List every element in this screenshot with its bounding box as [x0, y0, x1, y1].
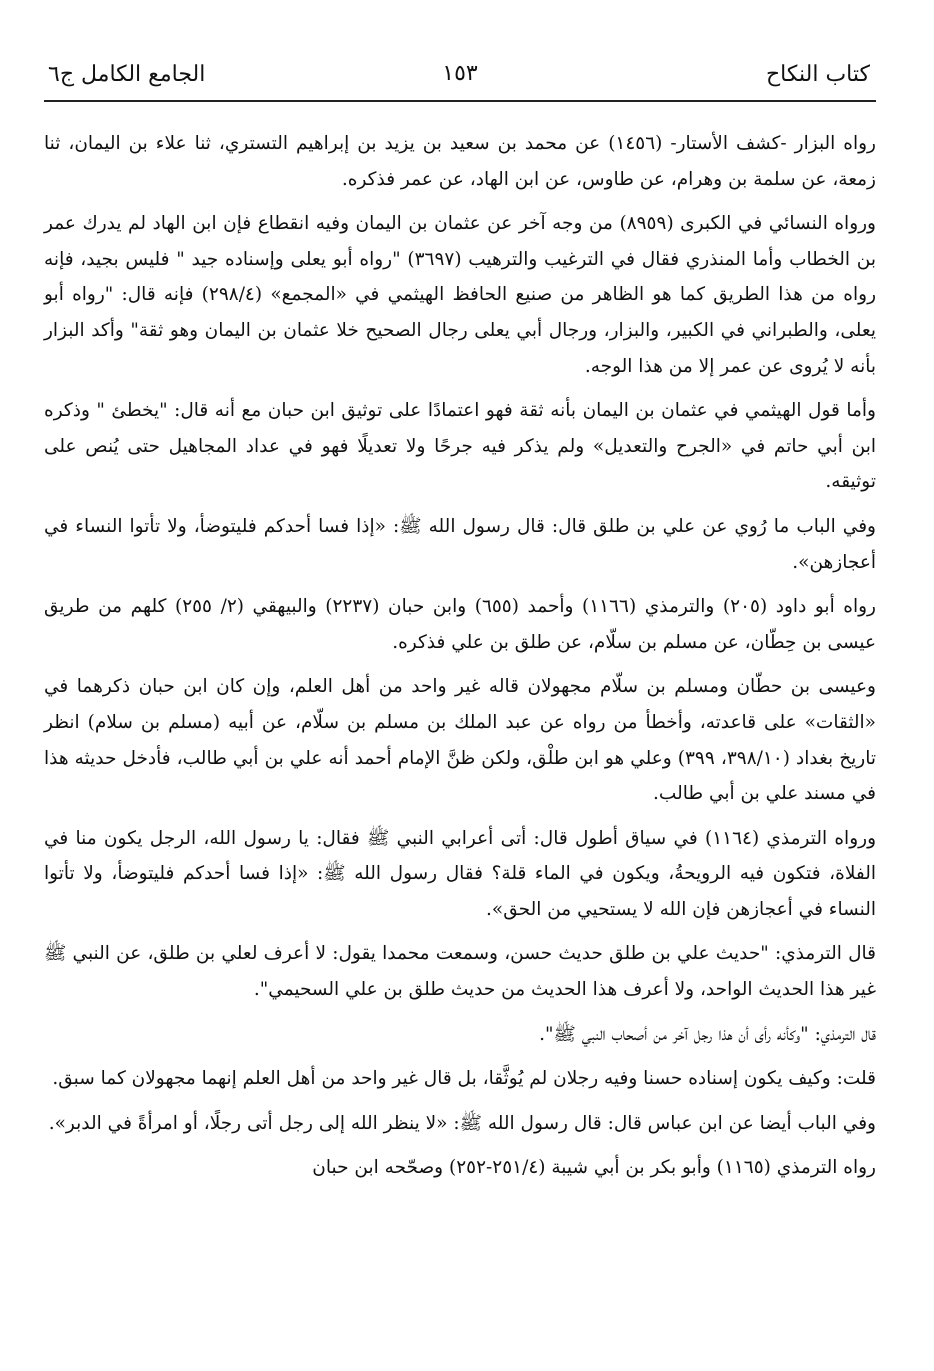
page-body [44, 126, 876, 1186]
paragraph: وعيسى بن حطّان ومسلم بن سلّام مجهولان قاله غير واحد من أهل العلم، وإن كان ابن حبان ذكرهما في «الثقات» على قاعدته، وأخطأ من رواه عن عبد الملك بن مسلم بن سلّام، عن أبيه (مسلم بن سلام) انظر تاريخ بغداد (٣٩٨/١٠، ٣٩٩) وعلي هو ابن طلْق، ولكن ظنَّ الإمام أحمد أنه علي بن أبي طالب، فأدخل حديثه هذا في مسند علي بن أبي طالب. [44, 676, 877, 805]
paragraph: وفي الباب ما رُوي عن علي بن طلق قال: قال رسول الله ﷺ: «إذا فسا أحدكم فليتوضأ، ولا تأتوا النساء في أعجازهن». [44, 515, 876, 573]
paragraph: رواه الترمذي (١١٦٥) وأبو بكر بن أبي شيبة (٢٥١/٤-٢٥٢) وصحّحه ابن حبان [312, 1157, 876, 1179]
paragraph: ورواه الترمذي (١١٦٤) في سياق أطول قال: أتى أعرابي النبي ﷺ فقال: يا رسول الله، الرجل يكون منا في الفلاة، فتكون فيه الرويحةُ، ويكون في الماء قلة؟ فقال رسول الله ﷺ: «إذا فسا أحدكم فليتوضأ، ولا تأتوا النساء في أعجازهن فإن الله لا يستحيي من الحق». [44, 827, 877, 920]
page-number: ١٥٣ [442, 61, 478, 86]
paragraph: قلت: وكيف يكون إسناده حسنا وفيه رجلان لم يُوثَّقا، بل قال غير واحد من أهل العلم إنهما مجهولان كما سبق. [52, 1068, 876, 1090]
volume-title: الجامع الكامل ج٦ [48, 62, 206, 87]
book-page [44, 54, 876, 1361]
paragraph: ورواه النسائي في الكبرى (٨٩٥٩) من وجه آخر عن عثمان بن اليمان وفيه انقطاع فإن ابن الهاد لم يدرك عمر بن الخطاب وأما المنذري فقال في الترغيب والترهيب (٣٦٩٧) "رواه أبو يعلى وإسناده جيد " فليس بجيد، فإنه رواه من هذا الطريق كما هو الظاهر من صنيع الحافظ الهيثمي في «المجمع» (٢٩٨/٤) فإنه قال: "رواه أبو يعلى، والطبراني في الكبير، والبزار، ورجال أبي يعلى رجال الصحيح خلا عثمان بن اليمان وهو ثقة" وأكد البزار بأنه لا يُروى عن عمر إلا من هذا الوجه. [44, 213, 876, 377]
paragraph: رواه أبو داود (٢٠٥) والترمذي (١١٦٦) وأحمد (٦٥٥) وابن حبان (٢٢٣٧) والبيهقي (٢/ ٢٥٥) كلهم من طريق عيسى بن حِطّان، عن مسلم بن سلّام، عن طلق بن علي فذكره. [44, 596, 876, 653]
paragraph: قال الترمذي: "حديث علي بن طلق حديث حسن، وسمعت محمدا يقول: لا أعرف لعلي بن طلق، عن النبي ﷺ غير هذا الحديث الواحد، ولا أعرف هذا الحديث من حديث طلق بن علي السحيمي". [44, 943, 876, 1001]
paragraph: وأما قول الهيثمي في عثمان بن اليمان بأنه ثقة فهو اعتمادًا على توثيق ابن حبان مع أنه قال: "يخطئ " وذكره ابن أبي حاتم في «الجرح والتعديل» ولم يذكر فيه جرحًا ولا تعديلًا فهو في عداد المجاهيل حتى يُنص على توثيقه. [44, 400, 876, 493]
paragraph: قال الترمذي: "وكأنه رأى أن هذا رجل آخر من أصحاب النبي ﷺ". [539, 1023, 876, 1045]
book-title: كتاب النكاح [765, 62, 870, 87]
paragraph: وفي الباب أيضا عن ابن عباس قال: قال رسول الله ﷺ: «لا ينظر الله إلى رجل أتى رجلًا، أو امرأةً في الدبر». [48, 1112, 876, 1134]
running-header [44, 54, 876, 102]
paragraph: رواه البزار -كشف الأستار- (١٤٥٦) عن محمد بن سعيد بن يزيد بن إبراهيم التستري، ثنا علاء بن اليمان، ثنا زمعة، عن سلمة بن وهرام، عن طاوس، عن ابن الهاد، عن عمر فذكره. [44, 133, 876, 190]
